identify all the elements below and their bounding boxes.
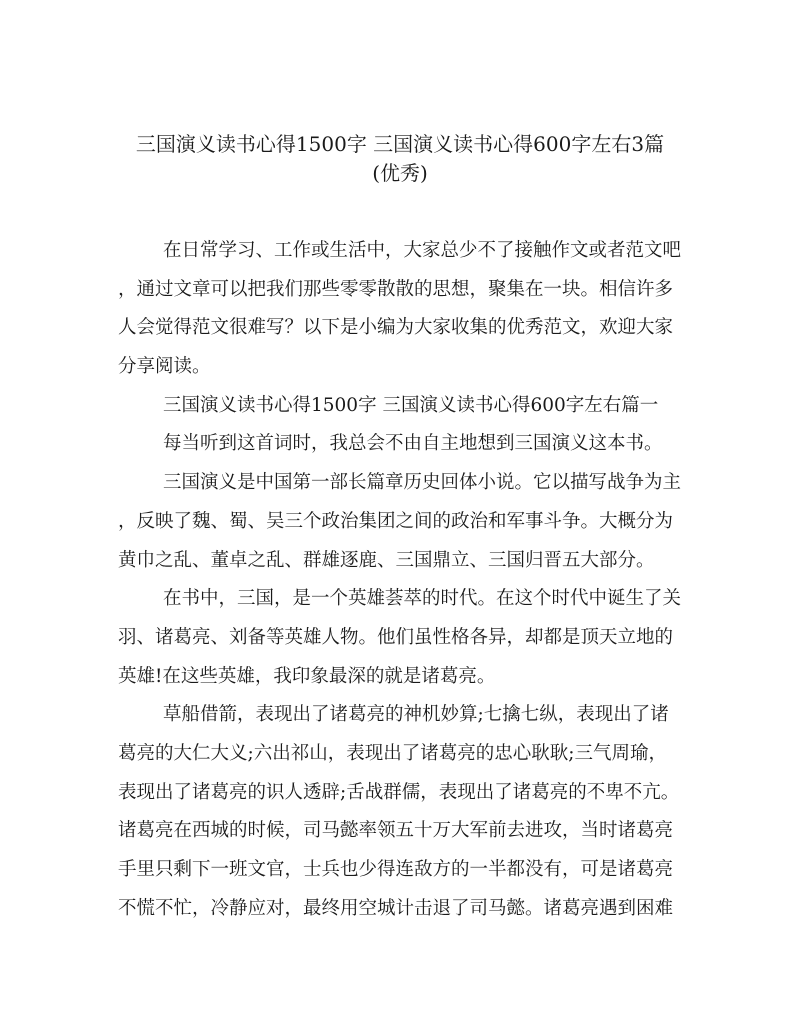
document-body: [118, 232, 688, 928]
paragraph-line: 三国演义是中国第一部长篇章历史回体小说。它以描写战争为主: [163, 472, 682, 494]
paragraph-line: ，通过文章可以把我们那些零零散散的思想，聚集在一块。相信许多: [118, 278, 674, 300]
paragraph-line: 草船借箭，表现出了诸葛亮的神机妙算;七擒七纵，表现出了诸: [163, 704, 669, 726]
paragraph-line: 分享阅读。: [118, 356, 211, 378]
title-line-2: (优秀): [372, 161, 428, 185]
title-line-1: 三国演义读书心得1500字 三国演义读书心得600字左右3篇: [135, 132, 665, 156]
paragraph-line: 羽、诸葛亮、刘备等英雄人物。他们虽性格各异，却都是顶天立地的: [118, 626, 674, 648]
paragraph-line: 不慌不忙，冷静应对，最终用空城计击退了司马懿。诸葛亮遇到困难: [118, 897, 674, 919]
paragraph-line: 在日常学习、工作或生活中，大家总少不了接触作文或者范文吧: [163, 240, 682, 261]
paragraph-line: 黄巾之乱、董卓之乱、群雄逐鹿、三国鼎立、三国归晋五大部分。: [118, 549, 655, 571]
paragraph-line: 在书中，三国，是一个英雄荟萃的时代。在这个时代中诞生了关: [163, 588, 682, 610]
paragraph-line: ，反映了魏、蜀、吴三个政治集团之间的政治和军事斗争。大概分为: [118, 510, 674, 532]
paragraph-line: 葛亮的大仁大义;六出祁山，表现出了诸葛亮的忠心耿耿;三气周瑜，: [118, 742, 667, 764]
document-title: [100, 130, 700, 188]
paragraph-line: 每当听到这首词时，我总会不由自主地想到三国演义这本书。: [163, 433, 663, 455]
paragraph-line: 诸葛亮在西城的时候，司马懿率领五十万大军前去进攻，当时诸葛亮: [118, 820, 674, 842]
section-heading: 三国演义读书心得1500字 三国演义读书心得600字左右篇一: [163, 394, 659, 416]
paragraph-line: 表现出了诸葛亮的识人透辟;舌战群儒，表现出了诸葛亮的不卑不亢。: [118, 781, 680, 803]
paragraph-line: 手里只剩下一班文官，士兵也少得连敌方的一半都没有，可是诸葛亮: [118, 859, 674, 880]
paragraph-line: 人会觉得范文很难写？以下是小编为大家收集的优秀范文，欢迎大家: [118, 317, 674, 339]
paragraph-line: 英雄!在这些英雄，我印象最深的就是诸葛亮。: [118, 665, 496, 687]
